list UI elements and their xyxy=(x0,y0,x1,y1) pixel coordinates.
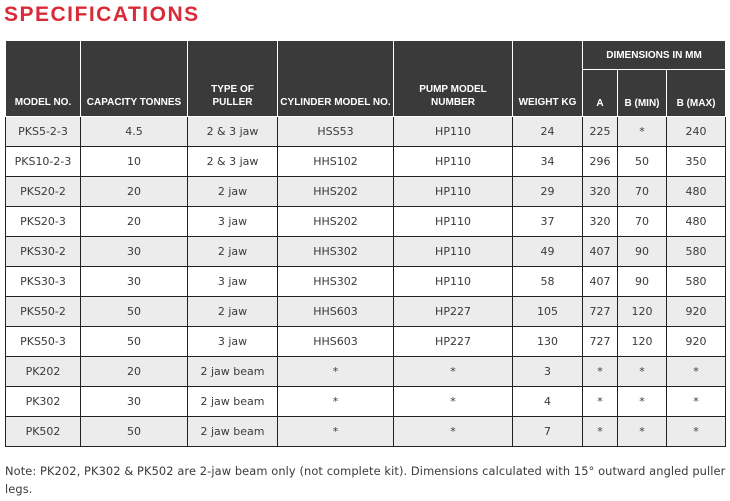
cell-model: PK202 xyxy=(6,357,81,387)
cell-model: PKS20-2 xyxy=(6,177,81,207)
cell-dim-b-max: 350 xyxy=(667,147,726,177)
cell-cylinder: * xyxy=(278,417,394,447)
header-puller-type: TYPE OF PULLER xyxy=(188,41,278,117)
cell-weight: 34 xyxy=(513,147,583,177)
header-pump-model: PUMP MODEL NUMBER xyxy=(394,41,513,117)
cell-cylinder: HSS53 xyxy=(278,117,394,147)
cell-pump: * xyxy=(394,387,513,417)
cell-weight: 105 xyxy=(513,297,583,327)
table-row xyxy=(6,267,726,297)
cell-pump: HP110 xyxy=(394,237,513,267)
cell-dim-b-max: 480 xyxy=(667,207,726,237)
cell-capacity: 50 xyxy=(81,417,188,447)
cell-capacity: 30 xyxy=(81,267,188,297)
table-row xyxy=(6,357,726,387)
cell-cylinder: HHS302 xyxy=(278,237,394,267)
cell-dim-b-min: * xyxy=(618,387,667,417)
cell-dim-a: 225 xyxy=(583,117,618,147)
cell-puller-type: 2 jaw xyxy=(188,177,278,207)
cell-model: PKS5-2-3 xyxy=(6,117,81,147)
table-row xyxy=(6,147,726,177)
cell-weight: 3 xyxy=(513,357,583,387)
table-row xyxy=(6,327,726,357)
cell-puller-type: 2 jaw xyxy=(188,237,278,267)
cell-dim-a: * xyxy=(583,357,618,387)
table-row xyxy=(6,387,726,417)
cell-capacity: 4.5 xyxy=(81,117,188,147)
cell-pump: * xyxy=(394,417,513,447)
cell-pump: HP110 xyxy=(394,117,513,147)
cell-cylinder: HHS202 xyxy=(278,177,394,207)
table-row xyxy=(6,207,726,237)
cell-model: PKS10-2-3 xyxy=(6,147,81,177)
table-row xyxy=(6,117,726,147)
cell-capacity: 50 xyxy=(81,297,188,327)
footnote: Note: PK202, PK302 & PK502 are 2-jaw beam only (not complete kit). Dimensions calculated with 15° outward angled puller legs. xyxy=(5,464,726,496)
header-weight: WEIGHT KG xyxy=(513,41,583,117)
cell-dim-b-max: 240 xyxy=(667,117,726,147)
cell-puller-type: 2 jaw xyxy=(188,297,278,327)
cell-dim-b-max: 580 xyxy=(667,267,726,297)
cell-cylinder: * xyxy=(278,387,394,417)
table-row xyxy=(6,177,726,207)
cell-model: PK302 xyxy=(6,387,81,417)
header-dim-a: A xyxy=(583,70,618,117)
cell-puller-type: 3 jaw xyxy=(188,207,278,237)
cell-dim-a: 727 xyxy=(583,297,618,327)
cell-dim-b-min: 90 xyxy=(618,267,667,297)
cell-pump: HP110 xyxy=(394,207,513,237)
cell-dim-b-min: * xyxy=(618,117,667,147)
cell-dim-b-min: 50 xyxy=(618,147,667,177)
cell-dim-b-min: 70 xyxy=(618,177,667,207)
cell-model: PKS30-2 xyxy=(6,237,81,267)
cell-weight: 4 xyxy=(513,387,583,417)
specifications-table xyxy=(5,40,726,447)
cell-pump: HP227 xyxy=(394,297,513,327)
cell-dim-a: 407 xyxy=(583,267,618,297)
cell-puller-type: 2 jaw beam xyxy=(188,417,278,447)
cell-cylinder: HHS603 xyxy=(278,297,394,327)
cell-weight: 7 xyxy=(513,417,583,447)
cell-dim-b-max: 480 xyxy=(667,177,726,207)
header-model-no: MODEL NO. xyxy=(6,41,81,117)
cell-model: PKS20-3 xyxy=(6,207,81,237)
cell-pump: HP110 xyxy=(394,147,513,177)
cell-cylinder: * xyxy=(278,357,394,387)
cell-dim-b-max: 920 xyxy=(667,297,726,327)
cell-dim-b-min: * xyxy=(618,417,667,447)
table-body xyxy=(6,117,726,447)
cell-capacity: 30 xyxy=(81,387,188,417)
header-capacity: CAPACITY TONNES xyxy=(81,41,188,117)
header-dim-b-max: B (MAX) xyxy=(667,70,726,117)
table-row xyxy=(6,237,726,267)
page-title: SPECIFICATIONS xyxy=(4,3,200,26)
cell-dim-a: 727 xyxy=(583,327,618,357)
cell-dim-b-max: * xyxy=(667,417,726,447)
cell-capacity: 20 xyxy=(81,207,188,237)
cell-pump: HP110 xyxy=(394,177,513,207)
cell-dim-b-max: 580 xyxy=(667,237,726,267)
cell-dim-a: 296 xyxy=(583,147,618,177)
cell-weight: 37 xyxy=(513,207,583,237)
cell-weight: 24 xyxy=(513,117,583,147)
table-row xyxy=(6,417,726,447)
cell-dim-b-max: * xyxy=(667,387,726,417)
cell-dim-b-min: 120 xyxy=(618,297,667,327)
table-row xyxy=(6,297,726,327)
cell-model: PK502 xyxy=(6,417,81,447)
cell-puller-type: 2 jaw beam xyxy=(188,357,278,387)
cell-dim-a: * xyxy=(583,417,618,447)
cell-cylinder: HHS202 xyxy=(278,207,394,237)
cell-model: PKS50-2 xyxy=(6,297,81,327)
cell-puller-type: 2 & 3 jaw xyxy=(188,117,278,147)
cell-dim-a: 320 xyxy=(583,177,618,207)
header-dimensions-group: DIMENSIONS IN MM xyxy=(583,41,726,70)
cell-dim-b-min: * xyxy=(618,357,667,387)
cell-capacity: 10 xyxy=(81,147,188,177)
cell-cylinder: HHS102 xyxy=(278,147,394,177)
cell-dim-b-min: 90 xyxy=(618,237,667,267)
cell-model: PKS50-3 xyxy=(6,327,81,357)
cell-dim-b-max: 920 xyxy=(667,327,726,357)
cell-puller-type: 2 jaw beam xyxy=(188,387,278,417)
cell-dim-a: 407 xyxy=(583,237,618,267)
cell-capacity: 30 xyxy=(81,237,188,267)
cell-cylinder: HHS603 xyxy=(278,327,394,357)
cell-dim-a: * xyxy=(583,387,618,417)
cell-model: PKS30-3 xyxy=(6,267,81,297)
cell-dim-b-min: 70 xyxy=(618,207,667,237)
cell-weight: 58 xyxy=(513,267,583,297)
cell-puller-type: 2 & 3 jaw xyxy=(188,147,278,177)
cell-weight: 29 xyxy=(513,177,583,207)
header-cylinder-model: CYLINDER MODEL NO. xyxy=(278,41,394,117)
cell-puller-type: 3 jaw xyxy=(188,267,278,297)
cell-capacity: 20 xyxy=(81,357,188,387)
cell-dim-b-min: 120 xyxy=(618,327,667,357)
cell-cylinder: HHS302 xyxy=(278,267,394,297)
cell-capacity: 50 xyxy=(81,327,188,357)
cell-puller-type: 3 jaw xyxy=(188,327,278,357)
cell-pump: HP110 xyxy=(394,267,513,297)
cell-pump: * xyxy=(394,357,513,387)
cell-weight: 49 xyxy=(513,237,583,267)
cell-pump: HP227 xyxy=(394,327,513,357)
header-dim-b-min: B (MIN) xyxy=(618,70,667,117)
cell-capacity: 20 xyxy=(81,177,188,207)
cell-dim-a: 320 xyxy=(583,207,618,237)
cell-weight: 130 xyxy=(513,327,583,357)
cell-dim-b-max: * xyxy=(667,357,726,387)
